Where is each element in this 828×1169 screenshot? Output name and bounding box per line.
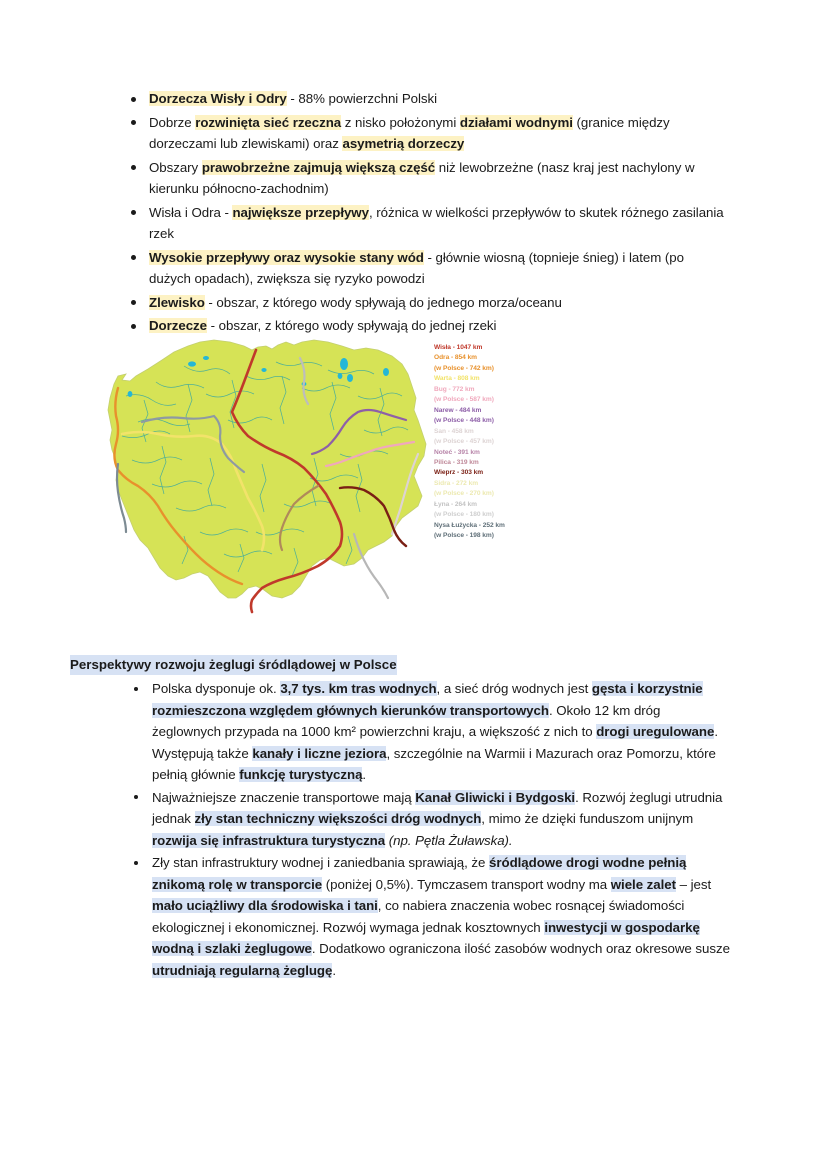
legend-entry: Sidra - 272 km [434,479,479,487]
text-run: drogi uregulowane [596,724,715,739]
text-run: z nisko położonymi [341,114,460,130]
text-run: 3,7 tys. km tras wodnych [280,681,437,696]
poland-map-svg [96,336,440,628]
text-run: , a sieć dróg wodnych jest [436,681,592,696]
legend-entry: Noteć - 391 km [434,448,480,456]
text-run: - obszar, z którego wody spływają do jednego morza/oceanu [204,294,562,310]
top-notes-block [127,88,727,339]
text-run: Dorzecza Wisły i Odry [149,91,287,106]
legend-entry: Bug - 772 km [434,385,475,393]
river-length-legend [434,343,530,542]
legend-entry: Odra - 854 km [434,354,477,362]
list-item [127,88,727,110]
legend-entry: (w Polsce - 180 km) [434,511,494,519]
legend-entry: Wieprz - 303 km [434,469,484,477]
bottom-notes-list [70,678,730,981]
poland-rivers-figure [96,336,526,628]
text-run: zły stan techniczny większości dróg wodnych [194,811,482,826]
text-run: utrudniają regularną żeglugę [152,962,333,978]
text-run: , mimo że dzięki funduszom unijnym [481,811,694,826]
text-run: - 88% powierzchni Polski [286,91,438,106]
text-run: Wysokie przepływy oraz wysokie stany wód [149,249,424,265]
text-run: niż lewobrzeżne (nasz kraj jest nachylony w kierunku północno-zachodnim) [149,159,695,196]
text-run: mało uciążliwy dla środowiska i tani [152,898,378,913]
list-item [70,678,730,786]
bottom-section-block [70,655,730,982]
text-run: wiele zalet [610,876,676,892]
legend-entry: Warta - 808 km [434,375,480,383]
list-item [127,112,727,155]
text-run: - obszar, z którego wody spływają do jednej rzeki [206,318,497,333]
legend-entry: Nysa Łużycka - 252 km [434,521,505,529]
legend-entry: (w Polsce - 742 km) [434,364,494,372]
text-run: (np. Pętla Żuławska). [385,832,513,848]
text-run: , szczególnie na Warmii i Mazurach oraz Pomorzu, które pełnią głównie [152,745,716,782]
text-run: funkcję turystyczną [239,767,363,782]
top-notes-list [127,88,727,337]
text-run: inwestycji w gospodarkę wodną i szlaki żeglugowe [152,919,700,956]
legend-entry: Wisła - 1047 km [434,344,483,351]
text-run: rozwija się infrastruktura turystyczna [152,832,386,848]
text-run: Dorzecze [149,318,207,333]
legend-entry: (w Polsce - 270 km) [434,490,494,498]
text-run: Zlewisko [149,294,205,310]
text-run: asymetrią dorzeczy [342,136,465,151]
text-run: . Około 12 km dróg żeglownych przypada na 1000 km² powierzchni kraju, a większość z nich to [152,702,661,739]
text-run: rozwinięta sieć rzeczna [195,114,342,130]
text-run: . [332,962,337,978]
text-run: Obszary [149,159,202,175]
text-run: śródlądowe drogi wodne pełnią znikomą rolę w transporcie [152,855,687,892]
list-item [127,315,727,337]
legend-entry: Narew - 484 km [434,406,482,414]
text-run: Najważniejsze znaczenie transportowe mają [152,789,416,805]
legend-entry: (w Polsce - 198 km) [434,532,494,540]
text-run: (poniżej 0,5%). Tymczasem transport wodny ma [322,876,611,892]
list-item [70,852,730,981]
text-run: kanały i liczne jeziora [252,745,387,761]
list-item [127,202,727,245]
list-item [127,292,727,314]
text-run: prawobrzeżne zajmują większą część [201,159,436,175]
text-run: . Dodatkowo ograniczona ilość zasobów wodnych oraz okresowe susze [311,941,730,956]
text-run: Kanał Gliwicki i Bydgoski [415,789,576,805]
text-run: . Rozwój żeglugi utrudnia jednak [152,789,723,826]
text-run: Dobrze [149,114,196,130]
legend-entry: Pilica - 319 km [434,458,479,466]
legend-entry: (w Polsce - 448 km) [434,417,494,425]
text-run: Zły stan infrastruktury wodnej i zaniedbania sprawiają, że [152,855,490,870]
text-run: Polska dysponuje ok. [152,681,281,696]
text-run: – jest [676,876,712,892]
legend-entry: San - 458 km [434,427,474,435]
text-run: gęsta i korzystnie rozmieszczona względem głównych kierunków transportowych [152,681,703,718]
text-run: , co nabiera znaczenia wobec rosnącej świadomości ekologicznej i ekonomicznej. Rozwój wymaga jednak kosztownych [152,898,685,935]
section-heading: Perspektywy rozwoju żeglugi śródlądowej w Polsce [70,655,397,675]
list-item [70,787,730,852]
text-run: . Występują także [152,724,718,761]
legend-entry: (w Polsce - 457 km) [434,438,494,446]
text-run: . [362,767,367,782]
text-run: , różnica w wielkości przepływów to skutek różnego zasilania rzek [149,204,724,241]
text-run: (granice między dorzeczami lub zlewiskami) oraz [149,114,670,151]
list-item [127,247,727,290]
text-run: - głównie wiosną (topnieje śnieg) i latem (po dużych opadach), zwiększa się ryzyko powodzi [149,249,684,286]
text-run: działami wodnymi [459,114,573,130]
list-item [127,157,727,200]
poland-map-image [96,336,440,628]
legend-entry: Łyna - 264 km [434,500,477,508]
text-run: największe przepływy [232,204,369,220]
text-run: Wisła i Odra - [149,204,233,220]
legend-entry: (w Polsce - 587 km) [434,396,494,404]
